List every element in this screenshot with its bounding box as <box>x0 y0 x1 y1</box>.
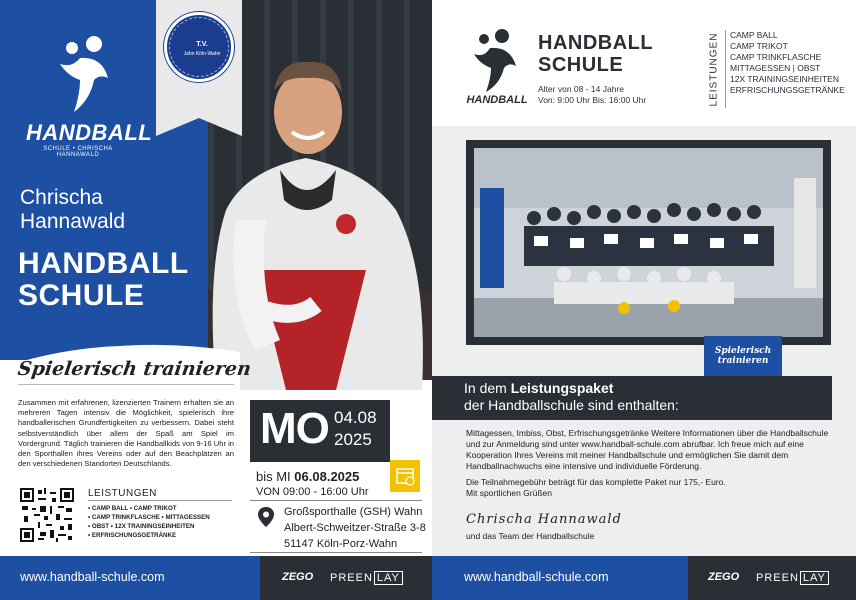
club-seal-icon: T.V. Jahn Köln-Wahn <box>164 12 234 82</box>
intro-text: Zusammen mit erfahrenen, lizenzierten Trainern erhalten sie an mehreren Tagen intensiv die Möglichkeit, spielerisch ihre handballerischen Grundfertigkeiten zu verbessern. Dabei steht selbstverständlich über allem der Spaß am Spiel im Vordergrund. Täglich trainieren die Handballkids von 9-16 Uhr in den Sporthallen ihres Vereins oder auf den Beachplätzen an den verschiedenen Standorten Deutschlands. <box>18 398 234 469</box>
footer <box>0 556 432 600</box>
paragraph: Die Teilnahmegebühr beträgt für das komplette Paket nur 175,- Euro. <box>466 477 726 487</box>
list-item: MITTAGESSEN | OBST <box>730 63 821 73</box>
signature: Chrischa Hannawald <box>466 512 622 527</box>
package-description <box>466 428 836 499</box>
group-photo <box>474 148 823 337</box>
sponsor-logo-preenlay: PREEN LAY <box>330 571 403 585</box>
date-box <box>250 400 390 462</box>
divider <box>250 552 422 553</box>
paragraph: Mittagessen, Imbiss, Obst, Erfrischungsgetränke Weitere Informationen über die Handballschule und zur Anmeldung sind unter www.handball-schule.com abrufbar. Ich freue mich auf eine Kooperation Ihres Vereins mit meiner Handballschule und ermöglichen Sie damit dem Handballnachwuchs eine intensive und individuelle Förderung. <box>466 428 829 471</box>
age-hours: Alter von 08 - 14 Jahre Von: 9:00 Uhr Bis: 16:00 Uhr <box>538 84 647 105</box>
divider <box>18 384 234 385</box>
location-pin-icon <box>258 507 274 527</box>
sponsor-logo-preenlay: PREEN LAY <box>756 571 829 585</box>
page-title: HANDBALL SCHULE <box>18 247 189 312</box>
handball-logo <box>462 26 532 106</box>
list-item: • CAMP TRINKFLASCHE • MITTAGESSEN <box>88 513 210 522</box>
slogan-ribbon: Spielerisch trainieren <box>704 336 782 382</box>
right-page <box>432 0 856 600</box>
list-item: • OBST • 12X TRAININGSEINHEITEN <box>88 522 210 531</box>
svg-text:HANDBALL: HANDBALL <box>466 94 528 106</box>
page-title: HANDBALL SCHULE <box>538 32 654 76</box>
time-range: VON 09:00 - 16:00 Uhr <box>256 486 369 498</box>
divider <box>88 500 232 501</box>
list-item: • ERFRISCHUNGSGETRÄNKE <box>88 531 210 540</box>
list-item: 12X TRAININGSEINHEITEN <box>730 74 839 84</box>
sponsor-logo-zego: ZEGO <box>708 571 740 583</box>
website-link[interactable]: www.handball-schule.com <box>20 570 165 584</box>
signature-subline: und das Team der Handballschule <box>466 531 595 541</box>
group-photo-frame <box>466 140 831 345</box>
venue-address: Großsporthalle (GSH) Wahn Albert-Schweitzer-Straße 3-8 51147 Köln-Porz-Wahn <box>284 506 426 550</box>
divider <box>250 500 422 501</box>
handball-player-icon <box>50 34 120 116</box>
list-item: • CAMP BALL • CAMP TRIKOT <box>88 504 210 513</box>
footer <box>432 556 856 600</box>
paragraph: Mit sportlichen Grüßen <box>466 488 552 498</box>
end-date: bis MI 06.08.2025 <box>256 469 360 484</box>
divider <box>725 30 726 108</box>
handball-player-icon <box>462 26 532 106</box>
handball-logo <box>18 28 153 168</box>
services-label-vertical: LEISTUNGEN <box>708 32 720 107</box>
list-item: CAMP TRIKOT <box>730 41 788 51</box>
logo-wordmark: HANDBALL <box>26 120 153 145</box>
services-list <box>88 504 210 540</box>
services-label: LEISTUNGEN <box>88 488 157 499</box>
services-list <box>730 30 845 96</box>
slogan: Spielerisch trainieren <box>16 358 253 380</box>
package-heading: In dem Leistungspaket der Handballschule sind enthalten: <box>464 380 679 413</box>
list-item: CAMP TRINKFLASCHE <box>730 52 822 62</box>
coach-photo <box>196 20 432 390</box>
logo-subtitle: SCHULE • CHRISCHA HANNAWALD <box>43 146 113 158</box>
weekday: MO <box>260 404 329 453</box>
date-year: 2025 <box>334 430 372 449</box>
qr-code-icon[interactable] <box>20 488 74 542</box>
coach-name: Chrischa Hannawald <box>20 186 126 233</box>
sponsor-logo-zego: ZEGO <box>282 571 314 583</box>
list-item: CAMP BALL <box>730 30 778 40</box>
list-item: ERFRISCHUNGSGETRÄNKE <box>730 85 845 95</box>
website-link[interactable]: www.handball-schule.com <box>464 570 609 584</box>
calendar-icon <box>390 460 420 492</box>
date-daymonth: 04.08 <box>334 408 377 427</box>
